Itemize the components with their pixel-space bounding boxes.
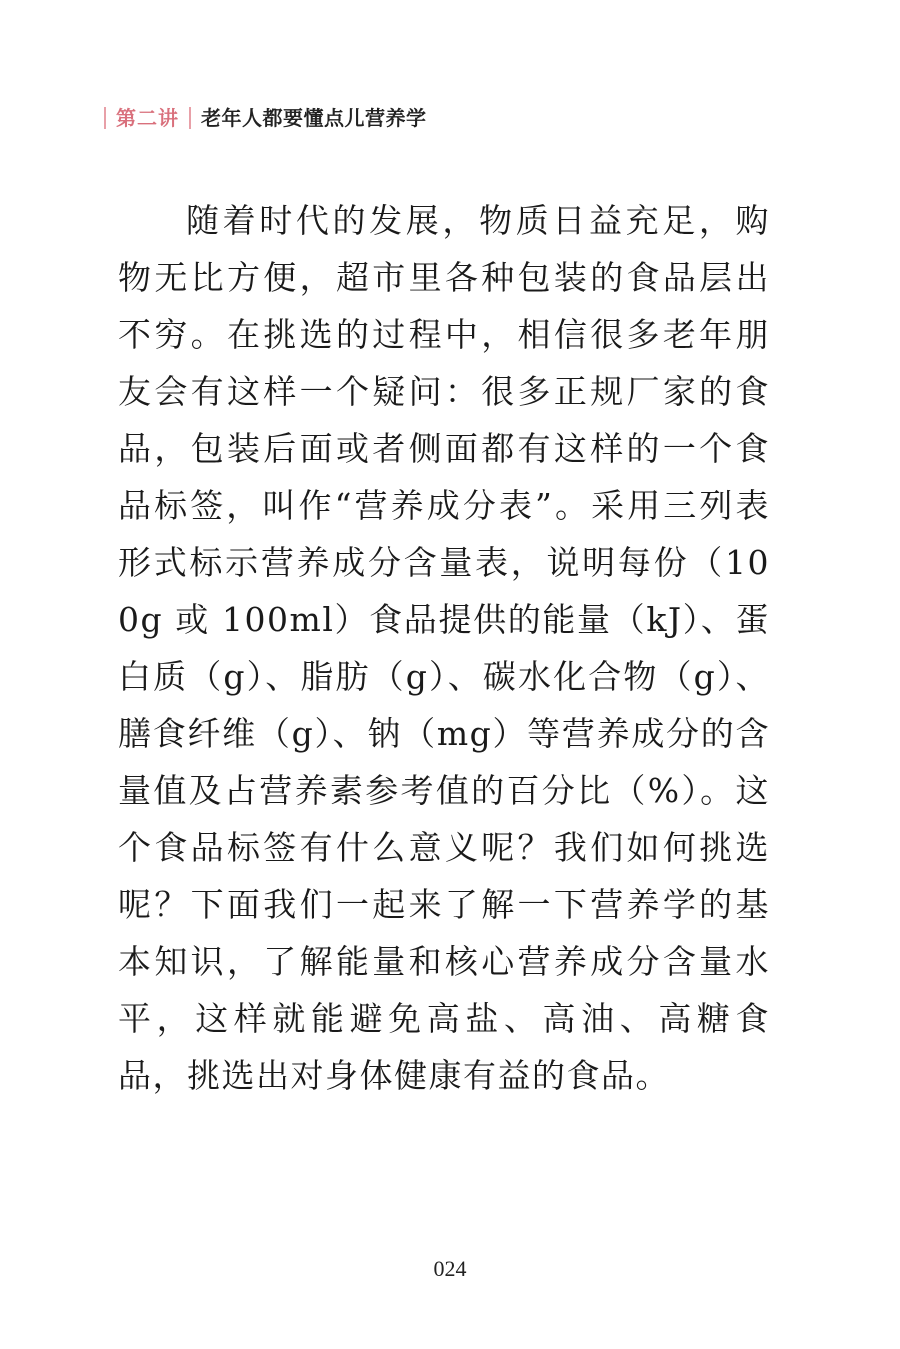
page-number: 024	[433, 1256, 467, 1281]
header-divider-left	[104, 107, 106, 129]
header-divider-middle	[189, 107, 191, 129]
chapter-label: 第二讲	[116, 106, 179, 130]
body-paragraph: 随着时代的发展，物质日益充足，购物无比方便，超市里各种包装的食品层出不穷。在挑选的过程中，相信很多老年朋友会有这样一个疑问：很多正规厂家的食品，包装后面或者侧面都有这样的一个食品标签，叫作“营养成分表”。采用三列表形式标示营养成分含量表，说明每份（100g 或 100ml）食品提供的能量（kJ）、蛋白质（g）、脂肪（g）、碳水化合物（g）、膳食纤维（g）、钠（mg）等营养成分的含量值及占营养素参考值的百分比（%）。这个食品标签有什么意义呢？我们如何挑选呢？下面我们一起来了解一下营养学的基本知识，了解能量和核心营养成分含量水平，这样就能避免高盐、高油、高糖食品，挑选出对身体健康有益的食品。	[118, 201, 770, 1095]
running-header	[104, 102, 427, 134]
chapter-title: 老年人都要懂点儿营养学	[201, 106, 427, 130]
